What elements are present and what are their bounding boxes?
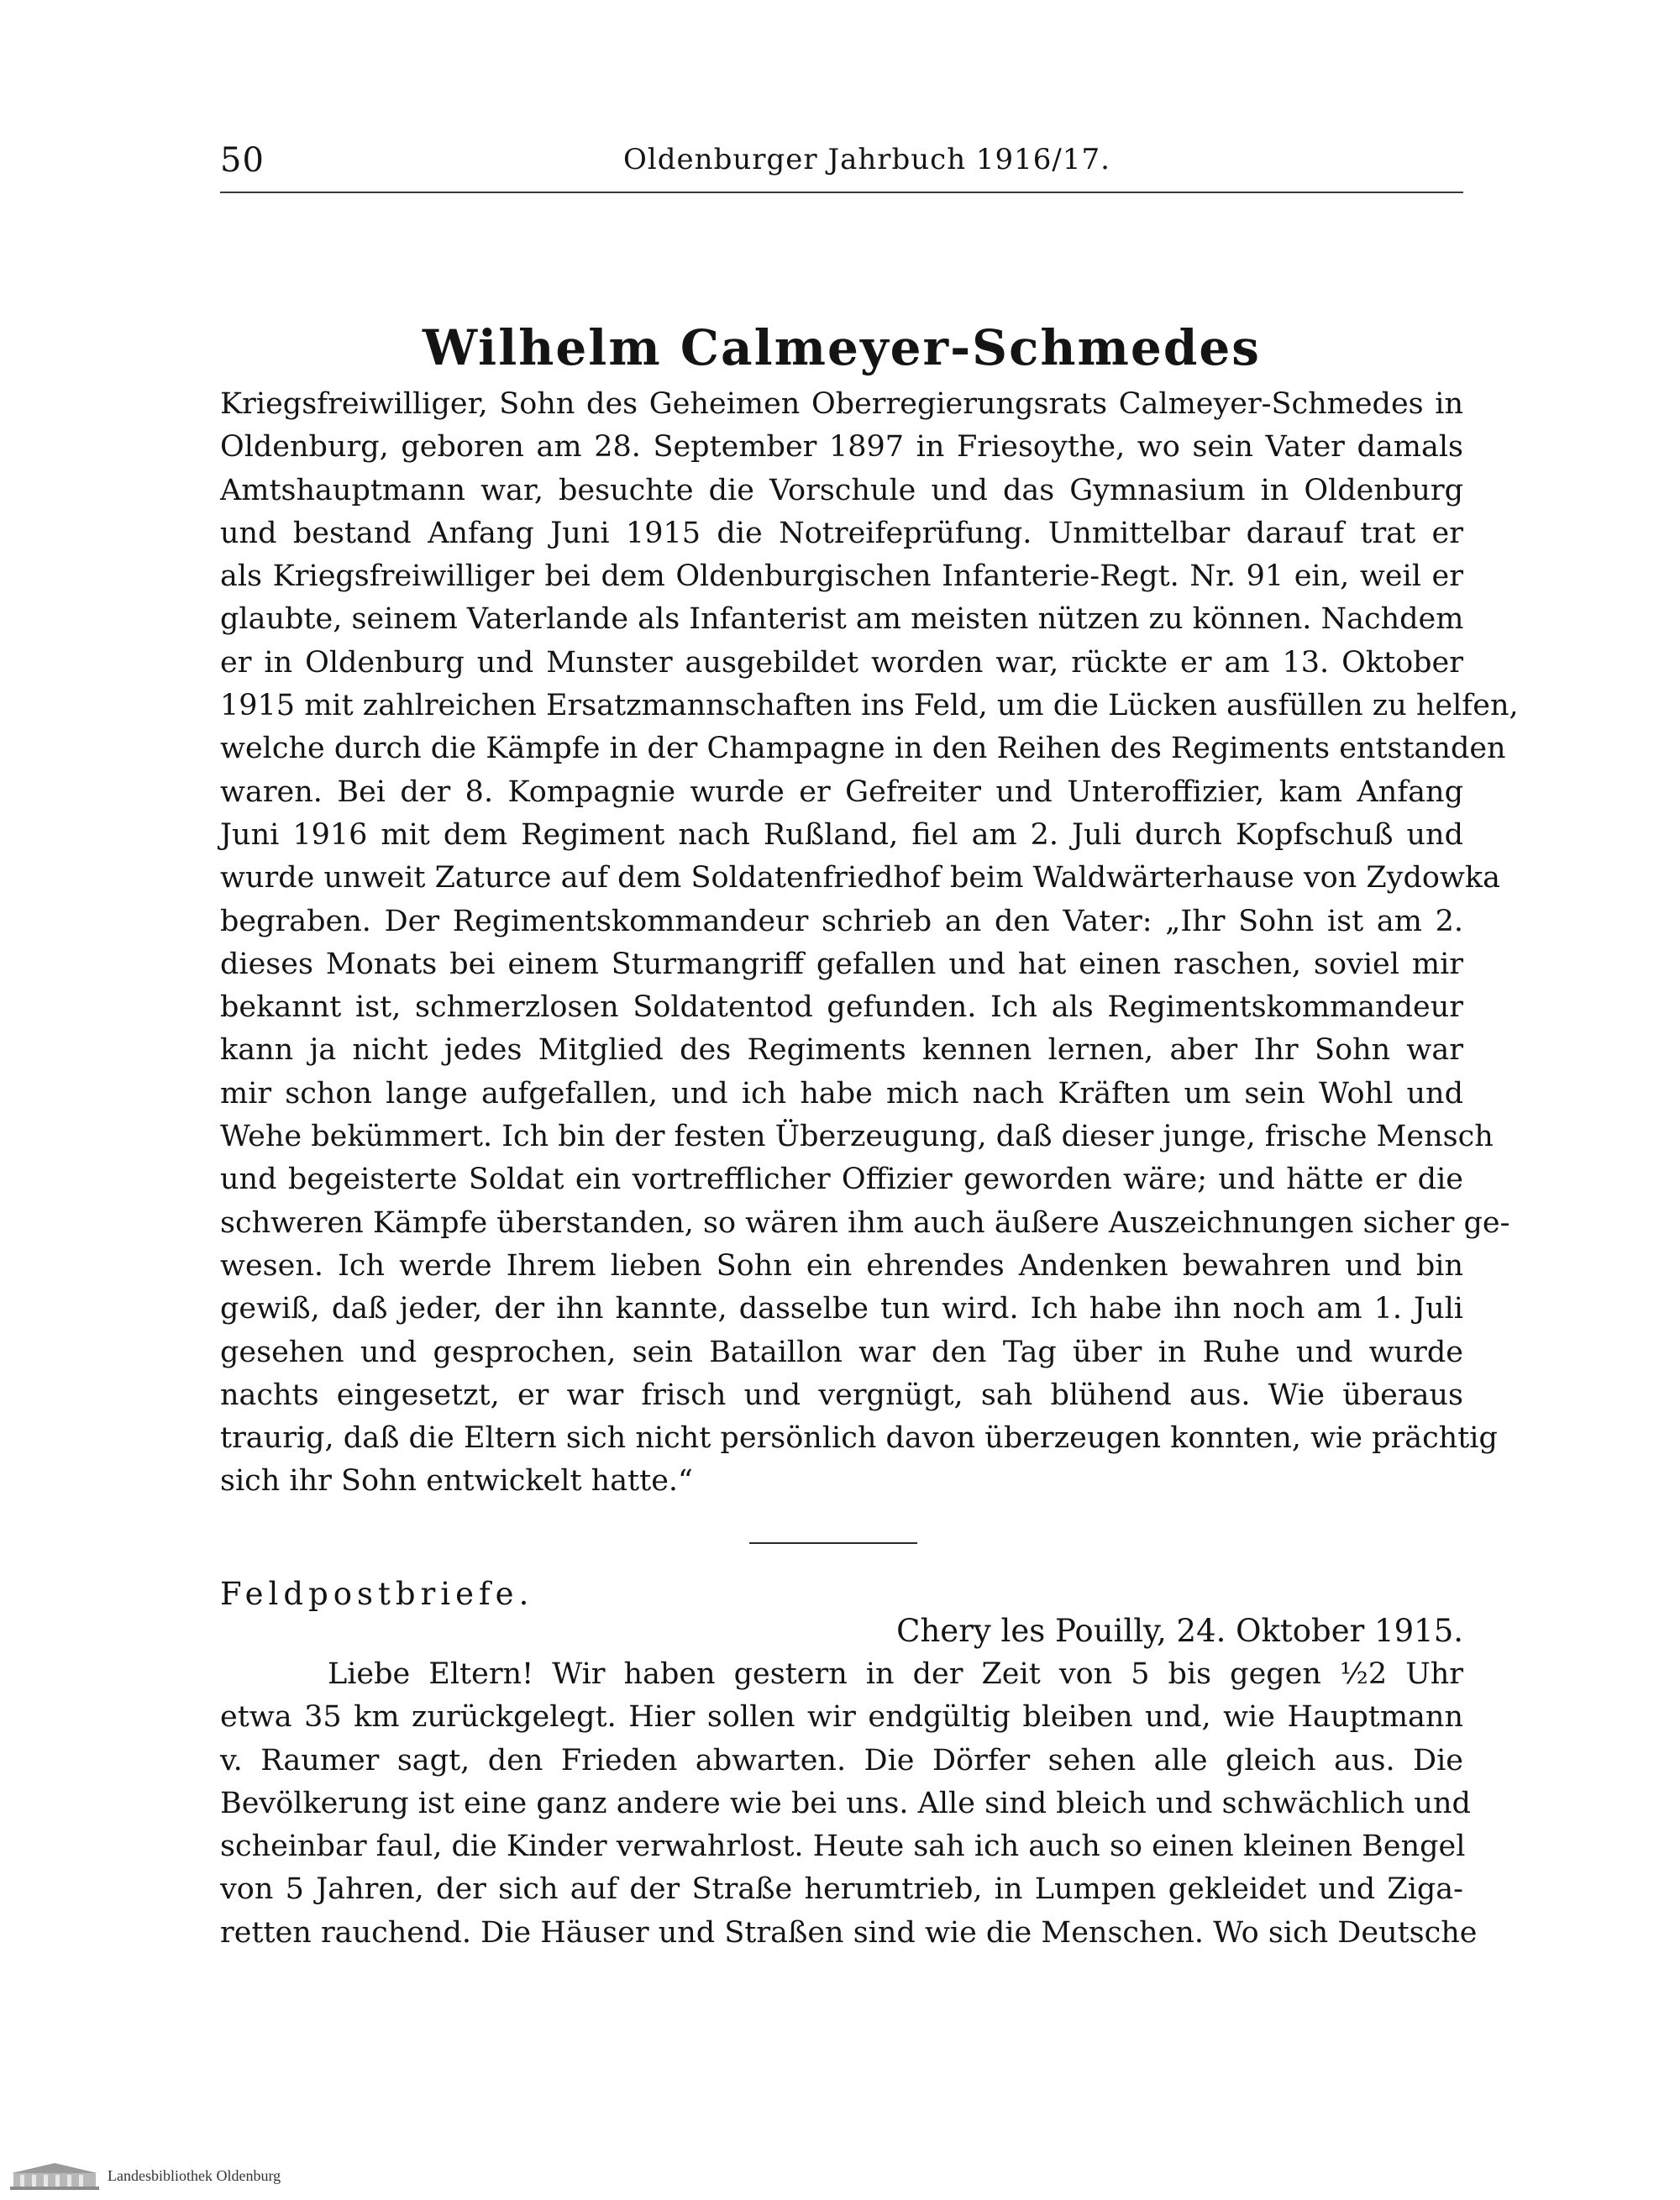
text-line: gewiß, daß jeder, der ihn kannte, dasselbe tun wird. Ich habe ihn noch am 1. Juli [220, 1292, 1463, 1326]
text-line: schweren Kämpfe überstanden, so wären ihm auch äußere Auszeichnungen sicher ge- [220, 1205, 1510, 1240]
text-line: gesehen und gesprochen, sein Bataillon war den Tag über in Ruhe und wurde [220, 1335, 1463, 1369]
text-line: von 5 Jahren, der sich auf der Straße herumtrieb, in Lumpen gekleidet und Ziga- [220, 1872, 1463, 1907]
text-line: Kriegsfreiwilliger, Sohn des Geheimen Oberregierungsrats Calmeyer-Schmedes in [220, 387, 1463, 421]
text-line: Amtshauptmann war, besuchte die Vorschule und das Gymnasium in Oldenburg [220, 473, 1463, 507]
text-line: retten rauchend. Die Häuser und Straßen sind wie die Menschen. Wo sich Deutsche [220, 1915, 1478, 1950]
biography-paragraph [220, 383, 1519, 1504]
letter-dateline: Chery les Pouilly, 24. Oktober 1915. [896, 1613, 1463, 1649]
text-line: mir schon lange aufgefallen, und ich habe mich nach Kräften um sein Wohl und [220, 1076, 1463, 1111]
journal-title: Oldenburger Jahrbuch 1916/17. [623, 143, 1110, 176]
text-line: begraben. Der Regimentskommandeur schrieb an den Vater: „Ihr Sohn ist am 2. [220, 904, 1463, 938]
text-line: etwa 35 km zurückgelegt. Hier sollen wir endgültig bleiben und, wie Hauptmann [220, 1700, 1463, 1735]
page-number: 50 [220, 141, 265, 180]
text-line: Juni 1916 mit dem Regiment nach Rußland, fiel am 2. Juli durch Kopfschuß und [220, 817, 1463, 852]
text-line: kann ja nicht jedes Mitglied des Regiments kennen lernen, aber Ihr Sohn war [220, 1033, 1463, 1068]
text-line: und begeisterte Soldat ein vortrefflicher Offizier geworden wäre; und hätte er die [220, 1163, 1463, 1197]
text-line: als Kriegsfreiwilliger bei dem Oldenburgischen Infanterie-Regt. Nr. 91 ein, weil er [220, 559, 1463, 594]
text-line: v. Raumer sagt, den Frieden abwarten. Die Dörfer sehen alle gleich aus. Die [220, 1743, 1463, 1777]
text-line: welche durch die Kämpfe in der Champagne in den Reihen des Regiments entstanden [220, 732, 1506, 766]
text-line: wesen. Ich werde Ihrem lieben Sohn ein ehrendes Andenken bewahren und bin [220, 1248, 1463, 1283]
text-line: und bestand Anfang Juni 1915 die Notreifeprüfung. Unmittelbar darauf trat er [220, 516, 1463, 550]
text-line: waren. Bei der 8. Kompagnie wurde er Gefreiter und Unteroffizier, kam Anfang [220, 774, 1463, 809]
text-line: Liebe Eltern! Wir haben gestern in der Zeit von 5 bis gegen ½2 Uhr [328, 1657, 1463, 1691]
text-line: Wehe bekümmert. Ich bin der festen Überzeugung, daß dieser junge, frische Mensch [220, 1120, 1494, 1154]
text-line: bekannt ist, schmerzlosen Soldatentod gefunden. Ich als Regimentskommandeur [220, 990, 1463, 1025]
text-line: scheinbar faul, die Kinder verwahrlost. Heute sah ich auch so einen kleinen Bengel [220, 1830, 1466, 1864]
text-line: wurde unweit Zaturce auf dem Soldatenfriedhof beim Waldwärterhause von Zydowka [220, 861, 1500, 895]
text-line: dieses Monats bei einem Sturmangriff gefallen und hat einen raschen, soviel mir [220, 947, 1463, 981]
text-line: 1915 mit zahlreichen Ersatzmannschaften ins Feld, um die Lücken ausfüllen zu helfen, [220, 689, 1519, 723]
text-line: sich ihr Sohn entwickelt hatte.“ [220, 1464, 693, 1499]
article-title: Wilhelm Calmeyer-Schmedes [423, 319, 1261, 376]
running-head [220, 141, 1463, 192]
library-name: Landesbibliothek Oldenburg [108, 2167, 281, 2184]
text-line: nachts eingesetzt, er war frisch und vergnügt, sah blühend aus. Wie überaus [220, 1378, 1463, 1412]
library-building-icon [8, 2161, 101, 2192]
text-line: glaubte, seinem Vaterlande als Infanterist am meisten nützen zu können. Nachdem [220, 602, 1464, 637]
text-line: Oldenburg, geboren am 28. September 1897 in Friesoythe, wo sein Vater damals [220, 430, 1463, 465]
letter-paragraph [220, 1653, 1478, 1955]
text-line: er in Oldenburg und Munster ausgebildet worden war, rückte er am 13. Oktober [220, 645, 1463, 680]
section-separator [749, 1542, 917, 1544]
text-line: Bevölkerung ist eine ganz andere wie bei uns. Alle sind bleich und schwächlich und [220, 1786, 1471, 1820]
header-rule [220, 192, 1463, 193]
text-line: traurig, daß die Eltern sich nicht persönlich davon überzeugen konnten, wie prächtig [220, 1421, 1498, 1456]
section-heading: Feldpostbriefe. [220, 1576, 534, 1612]
